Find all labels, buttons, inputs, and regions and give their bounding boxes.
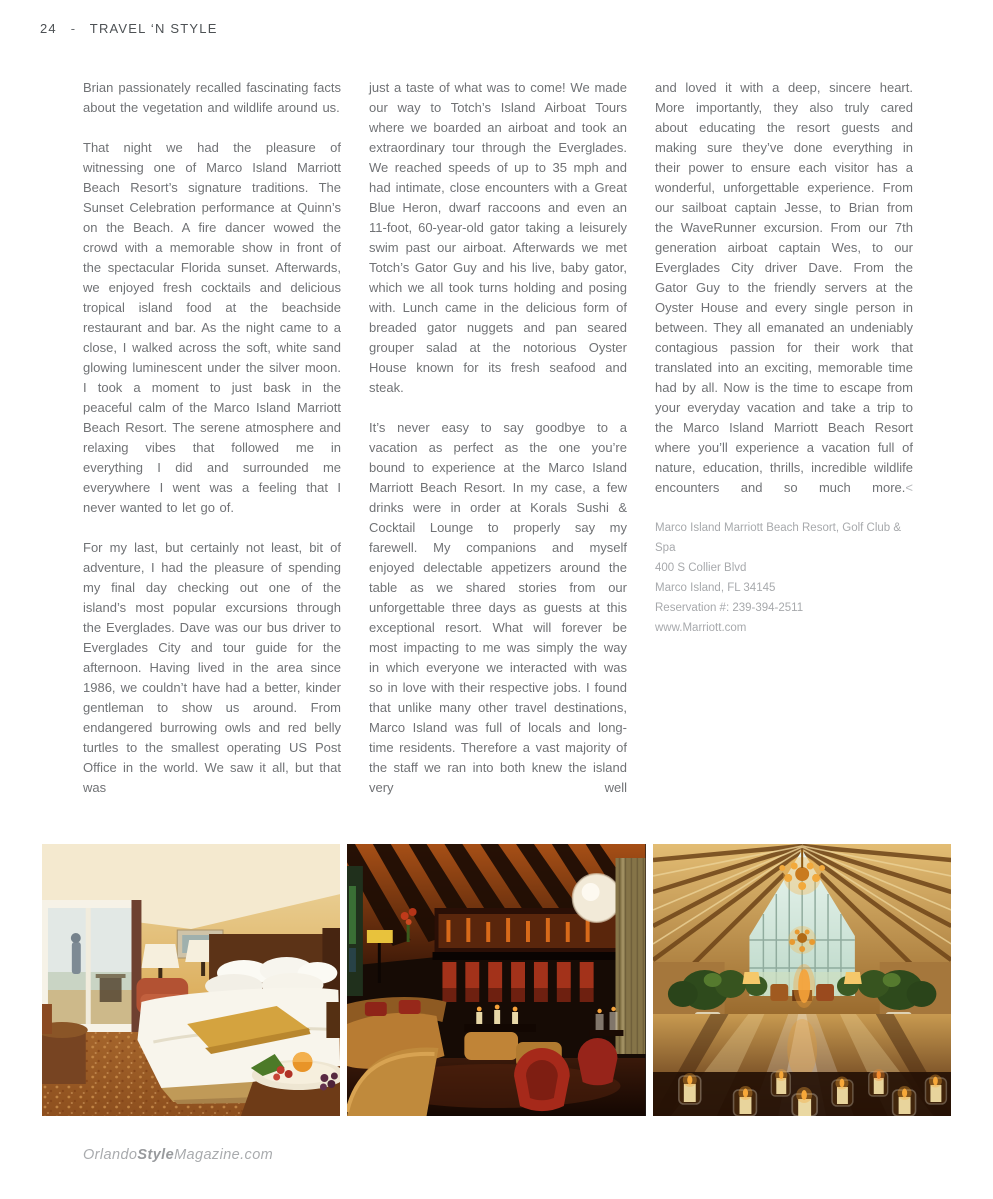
photo-lounge-bar: [347, 844, 645, 1116]
paragraph-text: and loved it with a deep, sincere heart. More importantly, they also truly cared about educating the resort guests and making sure they’ve done everything in their power to ensure each visitor has a wonderful, unforgettable experience. From our sailboat captain Jesse, to Brian from the WaveRunner excursion. From our 7th generation airboat captain Wes, to our Everglades City driver Dave. From the Gator Guy to the friendly servers at the Oyster House and every single person in between. They all emanated an undeniably contagious passion for their work that translated into an exciting, memorable time had by all. Now is the time to escape from your everyday vacation and take a trip to the Marco Island Marriott Beach Resort where you’ll experience a vacation full of nature, education, thrills, incredible wildlife encounters and so much more.: [655, 80, 913, 495]
page-number: 24: [40, 21, 57, 36]
paragraph: For my last, but certainly not least, bit of adventure, I had the pleasure of spending my final day checking out one of the island’s most popular excursions through the Everglades. Dave was our bus driver to Everglades City and tour guide for the afternoon. Having lived in the area since 1986, we couldn’t have had a better, kinder gentleman to show us around. From endangered burrowing owls and red belly turtles to the smallest operating US Post Office in the world. We saw it all, but that was: [83, 540, 341, 795]
photo-guest-room: [42, 844, 340, 1116]
article-column-1: [83, 78, 341, 818]
article-column-3: [655, 78, 913, 818]
article-column-2: [369, 78, 627, 818]
magazine-title: TRAVEL ‘N STYLE: [89, 21, 218, 36]
curtain: [616, 858, 646, 1054]
left-window: [347, 866, 363, 996]
article-end-mark: <: [905, 480, 913, 495]
contact-website: www.Marriott.com: [655, 622, 747, 634]
photo-strip: [42, 844, 951, 1116]
photo-lobby-candles: [653, 844, 951, 1116]
footer-brand-suffix: Magazine.com: [174, 1147, 274, 1163]
contact-street: 400 S Collier Blvd: [655, 562, 747, 574]
paragraph: [655, 78, 913, 498]
footer-brand-bold: Style: [137, 1147, 175, 1163]
curtain: [131, 900, 141, 1032]
paragraph: It’s never easy to say goodbye to a vacation as perfect as the one you’re bound to experience at the Marco Island Marriott Beach Resort. In my case, a few drinks were in order at Korals Sushi & Cocktail Lounge to properly say my farewell. My companions and myself enjoyed delectable appetizers around the table as we shared stories from our unforgettable three days as guests at this exceptional resort. What will forever be most impacting to me was simply the way in which everyone we interacted with was so in love with their respective jobs. I found that unlike many other travel destinations, Marco Island was full of locals and long-time residents. Therefore a vast majority of the staff we ran into both knew the island very well: [369, 420, 627, 795]
lounge-bar-illustration: [347, 844, 645, 1116]
contact-city: Marco Island, FL 34145: [655, 582, 776, 594]
guest-room-illustration: [42, 844, 340, 1116]
sphere-lamp: [573, 874, 621, 922]
contact-reservation-number: Reservation #: 239-394-2511: [655, 602, 804, 614]
page-header: [40, 21, 218, 36]
footer-brand-prefix: Orlando: [83, 1147, 138, 1163]
paragraph: That night we had the pleasure of witnessing one of Marco Island Marriott Beach Resort’s signature traditions. The Sunset Celebration performance at Quinn’s on the Beach. A fire dancer wowed the crowd with a memorable show in front of the spectacular Florida sunset. Afterwards, we enjoyed fresh cocktails and delicious tropical island food at the beachside restaurant and bar. As the night came to a close, I walked across the soft, white sand glowing luminescent under the silver moon. I took a moment to just bask in the peaceful calm of the Marco Island Marriott Beach Resort. The serene atmosphere and relaxing vibes that followed me in everything I did and surrounded me everywhere I went was a feeling that I never wanted to let go of.: [83, 140, 341, 515]
article-columns: [83, 78, 913, 818]
page-footer: [83, 1147, 273, 1163]
balcony-window: [42, 900, 141, 1032]
header-separator: -: [70, 21, 77, 36]
paragraph: just a taste of what was to come! We made our way to Totch’s Island Airboat Tours where we boarded an airboat and took an extraordinary tour through the Everglades. We reached speeds of up to 35 mph and had intimate, close encounters with a Great Blue Heron, dwarf raccoons and even an 11-foot, 60-year-old gator taking a leisurely swim past our airboat. Afterwards we met Totch’s Gator Guy and his live, baby gator, which we all took turns holding and posing with. Lunch came in the delicious form of breaded gator nuggets and pan seared grouper salad at the notorious Oyster House known for its fresh seafood and steak.: [369, 80, 627, 395]
lobby-illustration: [653, 844, 951, 1116]
paragraph: Brian passionately recalled fascinating facts about the vegetation and wildlife around us.: [83, 80, 341, 115]
resort-contact-info: [655, 518, 913, 638]
contact-resort-name: Marco Island Marriott Beach Resort, Golf Club & Spa: [655, 522, 902, 554]
